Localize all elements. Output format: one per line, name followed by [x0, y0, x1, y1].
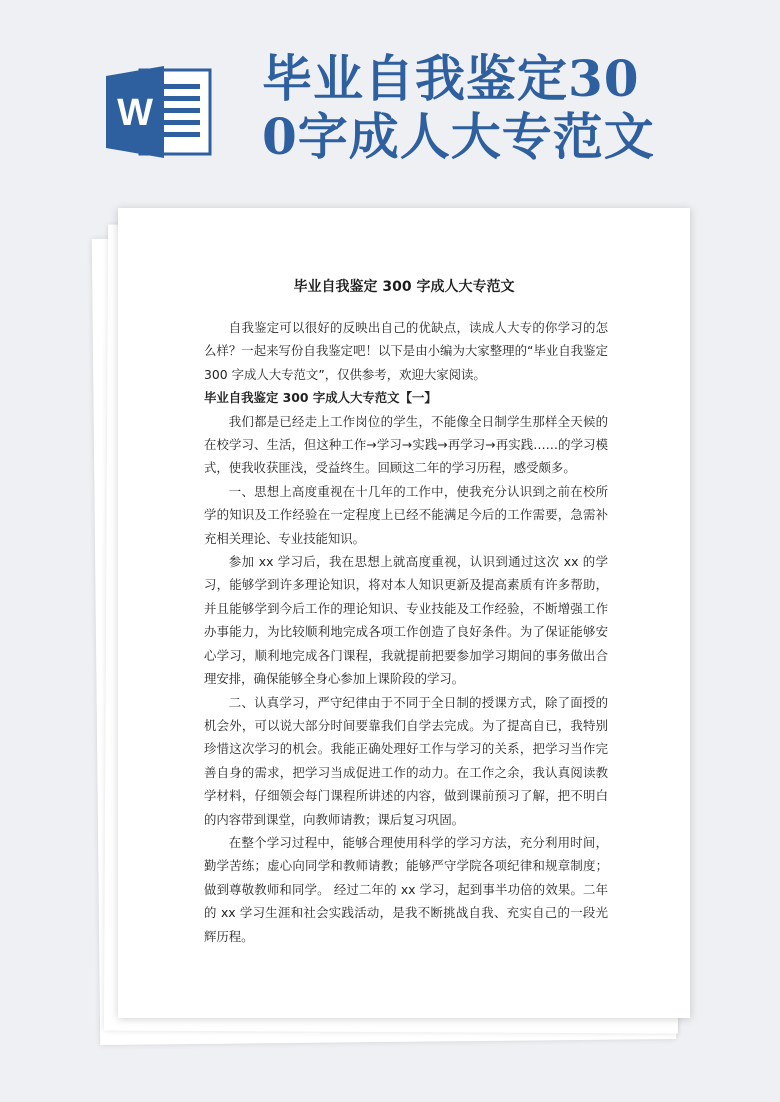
- document-title: 毕业自我鉴定 300 字成人大专范文: [293, 279, 515, 295]
- document-page: [118, 208, 690, 1018]
- body-paragraph: 我们都是已经走上工作岗位的学生，不能像全日制学生那样全天候的在校学习、生活，但这种工作→学习→实践→再学习→再实践……的学习模式，使我收获匪浅，受益终生。回顾这二年的学习历程，感受颇多。: [204, 413, 608, 476]
- word-icon-letter: W: [117, 92, 153, 134]
- document-body: [204, 316, 608, 948]
- body-paragraph: 二、认真学习，严守纪律由于不同于全日制的授课方式，除了面授的机会外，可以说大部分时间要靠我们自学去完成。为了提高自已，我特别珍惜这次学习的机会。我能正确处理好工作与学习的关系，把学习当作完善自身的需求，把学习当成促进工作的动力。在工作之余，我认真阅读教学材料，仔细领会每门课程所讲述的内容，做到课前预习了解，把不明白的内容带到课堂，向教师请教；课后复习巩固。: [204, 694, 608, 827]
- body-paragraph: 参加 xx 学习后，我在思想上就高度重视，认识到通过这次 xx 的学习，能够学到许多理论知识，将对本人知识更新及提高素质有许多帮助，并且能够学到今后工作的理论知识、专业技能及工作经验，不断增强工作办事能力，为比较顺利地完成各项工作创造了良好条件。为了保证能够安心学习，顺利地完成各门课程，我就提前把要参加学习期间的事务做出合理安排，确保能够全身心参加上课阶段的学习。: [204, 554, 608, 687]
- banner-title-line-2: 0字成人大专范文: [262, 107, 655, 166]
- word-doc-icon: [106, 66, 214, 158]
- header-banner: [0, 0, 780, 200]
- section-heading: 毕业自我鉴定 300 字成人大专范文【一】: [204, 390, 437, 406]
- body-paragraph: 一、思想上高度重视在十几年的工作中，使我充分认识到之前在校所学的知识及工作经验在一定程度上已经不能满足今后的工作需要，急需补充相关理论、专业技能知识。: [204, 483, 608, 546]
- intro-paragraph: 自我鉴定可以很好的反映出自己的优缺点，读成人大专的你学习的怎么样？一起来写份自我鉴定吧！以下是由小编为大家整理的“毕业自我鉴定 300 字成人大专范文”，仅供参考，欢迎大家阅读。: [204, 320, 608, 382]
- body-paragraph: 在整个学习过程中，能够合理使用科学的学习方法，充分利用时间，勤学苦练；虚心向同学和教师请教；能够严守学院各项纪律和规章制度；做到尊敬教师和同学。 经过二年的 xx 学习，起到事半功倍的效果。二年的 xx 学习生涯和社会实践活动，是我不断挑战自我、充实自己的一段光辉历程。: [204, 834, 608, 944]
- banner-title: [262, 50, 682, 166]
- banner-title-line-1: 毕业自我鉴定30: [262, 49, 640, 108]
